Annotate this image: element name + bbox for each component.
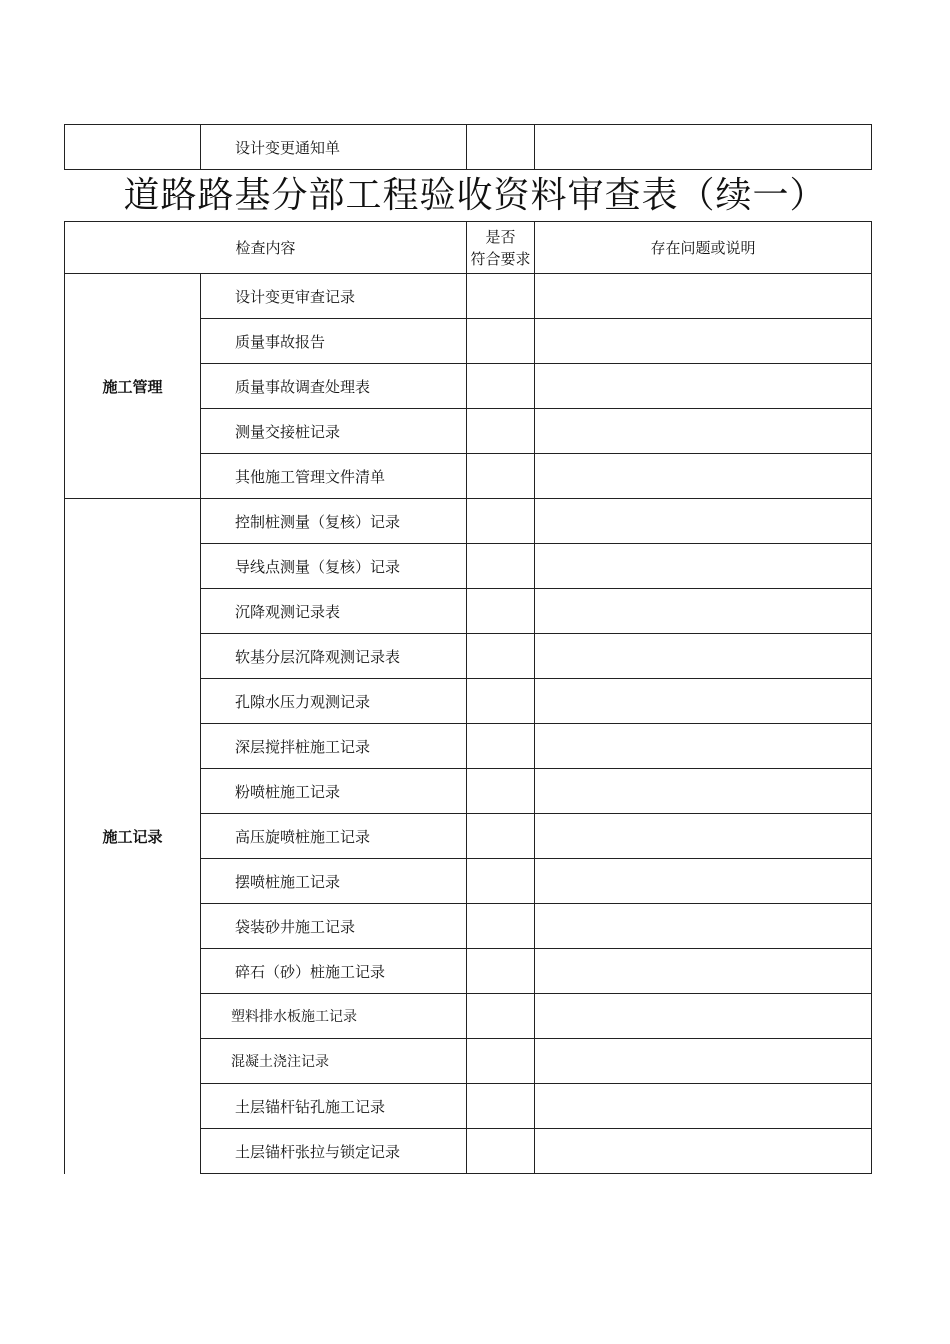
item-cell: 粉喷桩施工记录 [201, 769, 467, 814]
notes-cell[interactable] [535, 1129, 872, 1174]
item-cell: 袋装砂井施工记录 [201, 904, 467, 949]
compliance-cell[interactable] [467, 589, 535, 634]
compliance-cell[interactable] [467, 1129, 535, 1174]
item-cell: 设计变更通知单 [201, 125, 467, 170]
header-compliance-line1: 是否 [485, 227, 516, 246]
compliance-cell[interactable] [467, 724, 535, 769]
notes-cell[interactable] [535, 544, 872, 589]
header-compliance-line2: 符合要求 [470, 249, 531, 268]
compliance-cell[interactable] [467, 274, 535, 319]
item-cell: 设计变更审查记录 [201, 274, 467, 319]
item-cell: 土层锚杆张拉与锁定记录 [201, 1129, 467, 1174]
item-cell: 沉降观测记录表 [201, 589, 467, 634]
notes-cell[interactable] [535, 499, 872, 544]
notes-cell[interactable] [535, 679, 872, 724]
compliance-cell[interactable] [467, 634, 535, 679]
notes-cell[interactable] [535, 859, 872, 904]
compliance-cell[interactable] [467, 679, 535, 724]
item-cell: 土层锚杆钻孔施工记录 [201, 1084, 467, 1129]
notes-cell[interactable] [535, 589, 872, 634]
item-cell: 高压旋喷桩施工记录 [201, 814, 467, 859]
compliance-cell[interactable] [467, 499, 535, 544]
compliance-cell[interactable] [467, 364, 535, 409]
continuation-table [64, 124, 872, 170]
compliance-cell[interactable] [467, 769, 535, 814]
category-cell [65, 125, 201, 170]
item-cell: 其他施工管理文件清单 [201, 454, 467, 499]
category-cell: 施工记录 [65, 499, 201, 1174]
notes-cell[interactable] [535, 904, 872, 949]
compliance-cell[interactable] [467, 409, 535, 454]
item-cell: 测量交接桩记录 [201, 409, 467, 454]
compliance-cell[interactable] [467, 994, 535, 1039]
compliance-cell[interactable] [467, 1039, 535, 1084]
item-cell: 塑料排水板施工记录 [201, 994, 467, 1039]
compliance-cell[interactable] [467, 814, 535, 859]
notes-cell[interactable] [535, 1039, 872, 1084]
table-row [65, 125, 872, 170]
notes-cell[interactable] [535, 454, 872, 499]
notes-cell[interactable] [535, 319, 872, 364]
notes-cell[interactable] [535, 769, 872, 814]
table-row [65, 274, 872, 319]
page-title: 道路路基分部工程验收资料审查表（续一） [123, 175, 827, 216]
item-cell: 混凝土浇注记录 [201, 1039, 467, 1084]
item-cell: 质量事故调查处理表 [201, 364, 467, 409]
item-cell: 导线点测量（复核）记录 [201, 544, 467, 589]
notes-cell[interactable] [535, 994, 872, 1039]
notes-cell[interactable] [535, 949, 872, 994]
item-cell: 质量事故报告 [201, 319, 467, 364]
header-notes: 存在问题或说明 [535, 222, 872, 274]
compliance-cell[interactable] [467, 319, 535, 364]
header-content: 检查内容 [65, 222, 467, 274]
table-row [65, 499, 872, 544]
item-cell: 碎石（砂）桩施工记录 [201, 949, 467, 994]
compliance-cell[interactable] [467, 544, 535, 589]
table-header-row [65, 222, 872, 274]
notes-cell[interactable] [535, 364, 872, 409]
item-cell: 孔隙水压力观测记录 [201, 679, 467, 724]
header-compliance [467, 222, 535, 274]
notes-cell[interactable] [535, 125, 872, 170]
review-table [64, 221, 872, 1174]
item-cell: 软基分层沉降观测记录表 [201, 634, 467, 679]
item-cell: 摆喷桩施工记录 [201, 859, 467, 904]
notes-cell[interactable] [535, 409, 872, 454]
notes-cell[interactable] [535, 724, 872, 769]
notes-cell[interactable] [535, 274, 872, 319]
notes-cell[interactable] [535, 814, 872, 859]
item-cell: 控制桩测量（复核）记录 [201, 499, 467, 544]
compliance-cell[interactable] [467, 125, 535, 170]
compliance-cell[interactable] [467, 859, 535, 904]
notes-cell[interactable] [535, 634, 872, 679]
notes-cell[interactable] [535, 1084, 872, 1129]
compliance-cell[interactable] [467, 1084, 535, 1129]
compliance-cell[interactable] [467, 949, 535, 994]
compliance-cell[interactable] [467, 454, 535, 499]
compliance-cell[interactable] [467, 904, 535, 949]
category-cell: 施工管理 [65, 274, 201, 499]
item-cell: 深层搅拌桩施工记录 [201, 724, 467, 769]
